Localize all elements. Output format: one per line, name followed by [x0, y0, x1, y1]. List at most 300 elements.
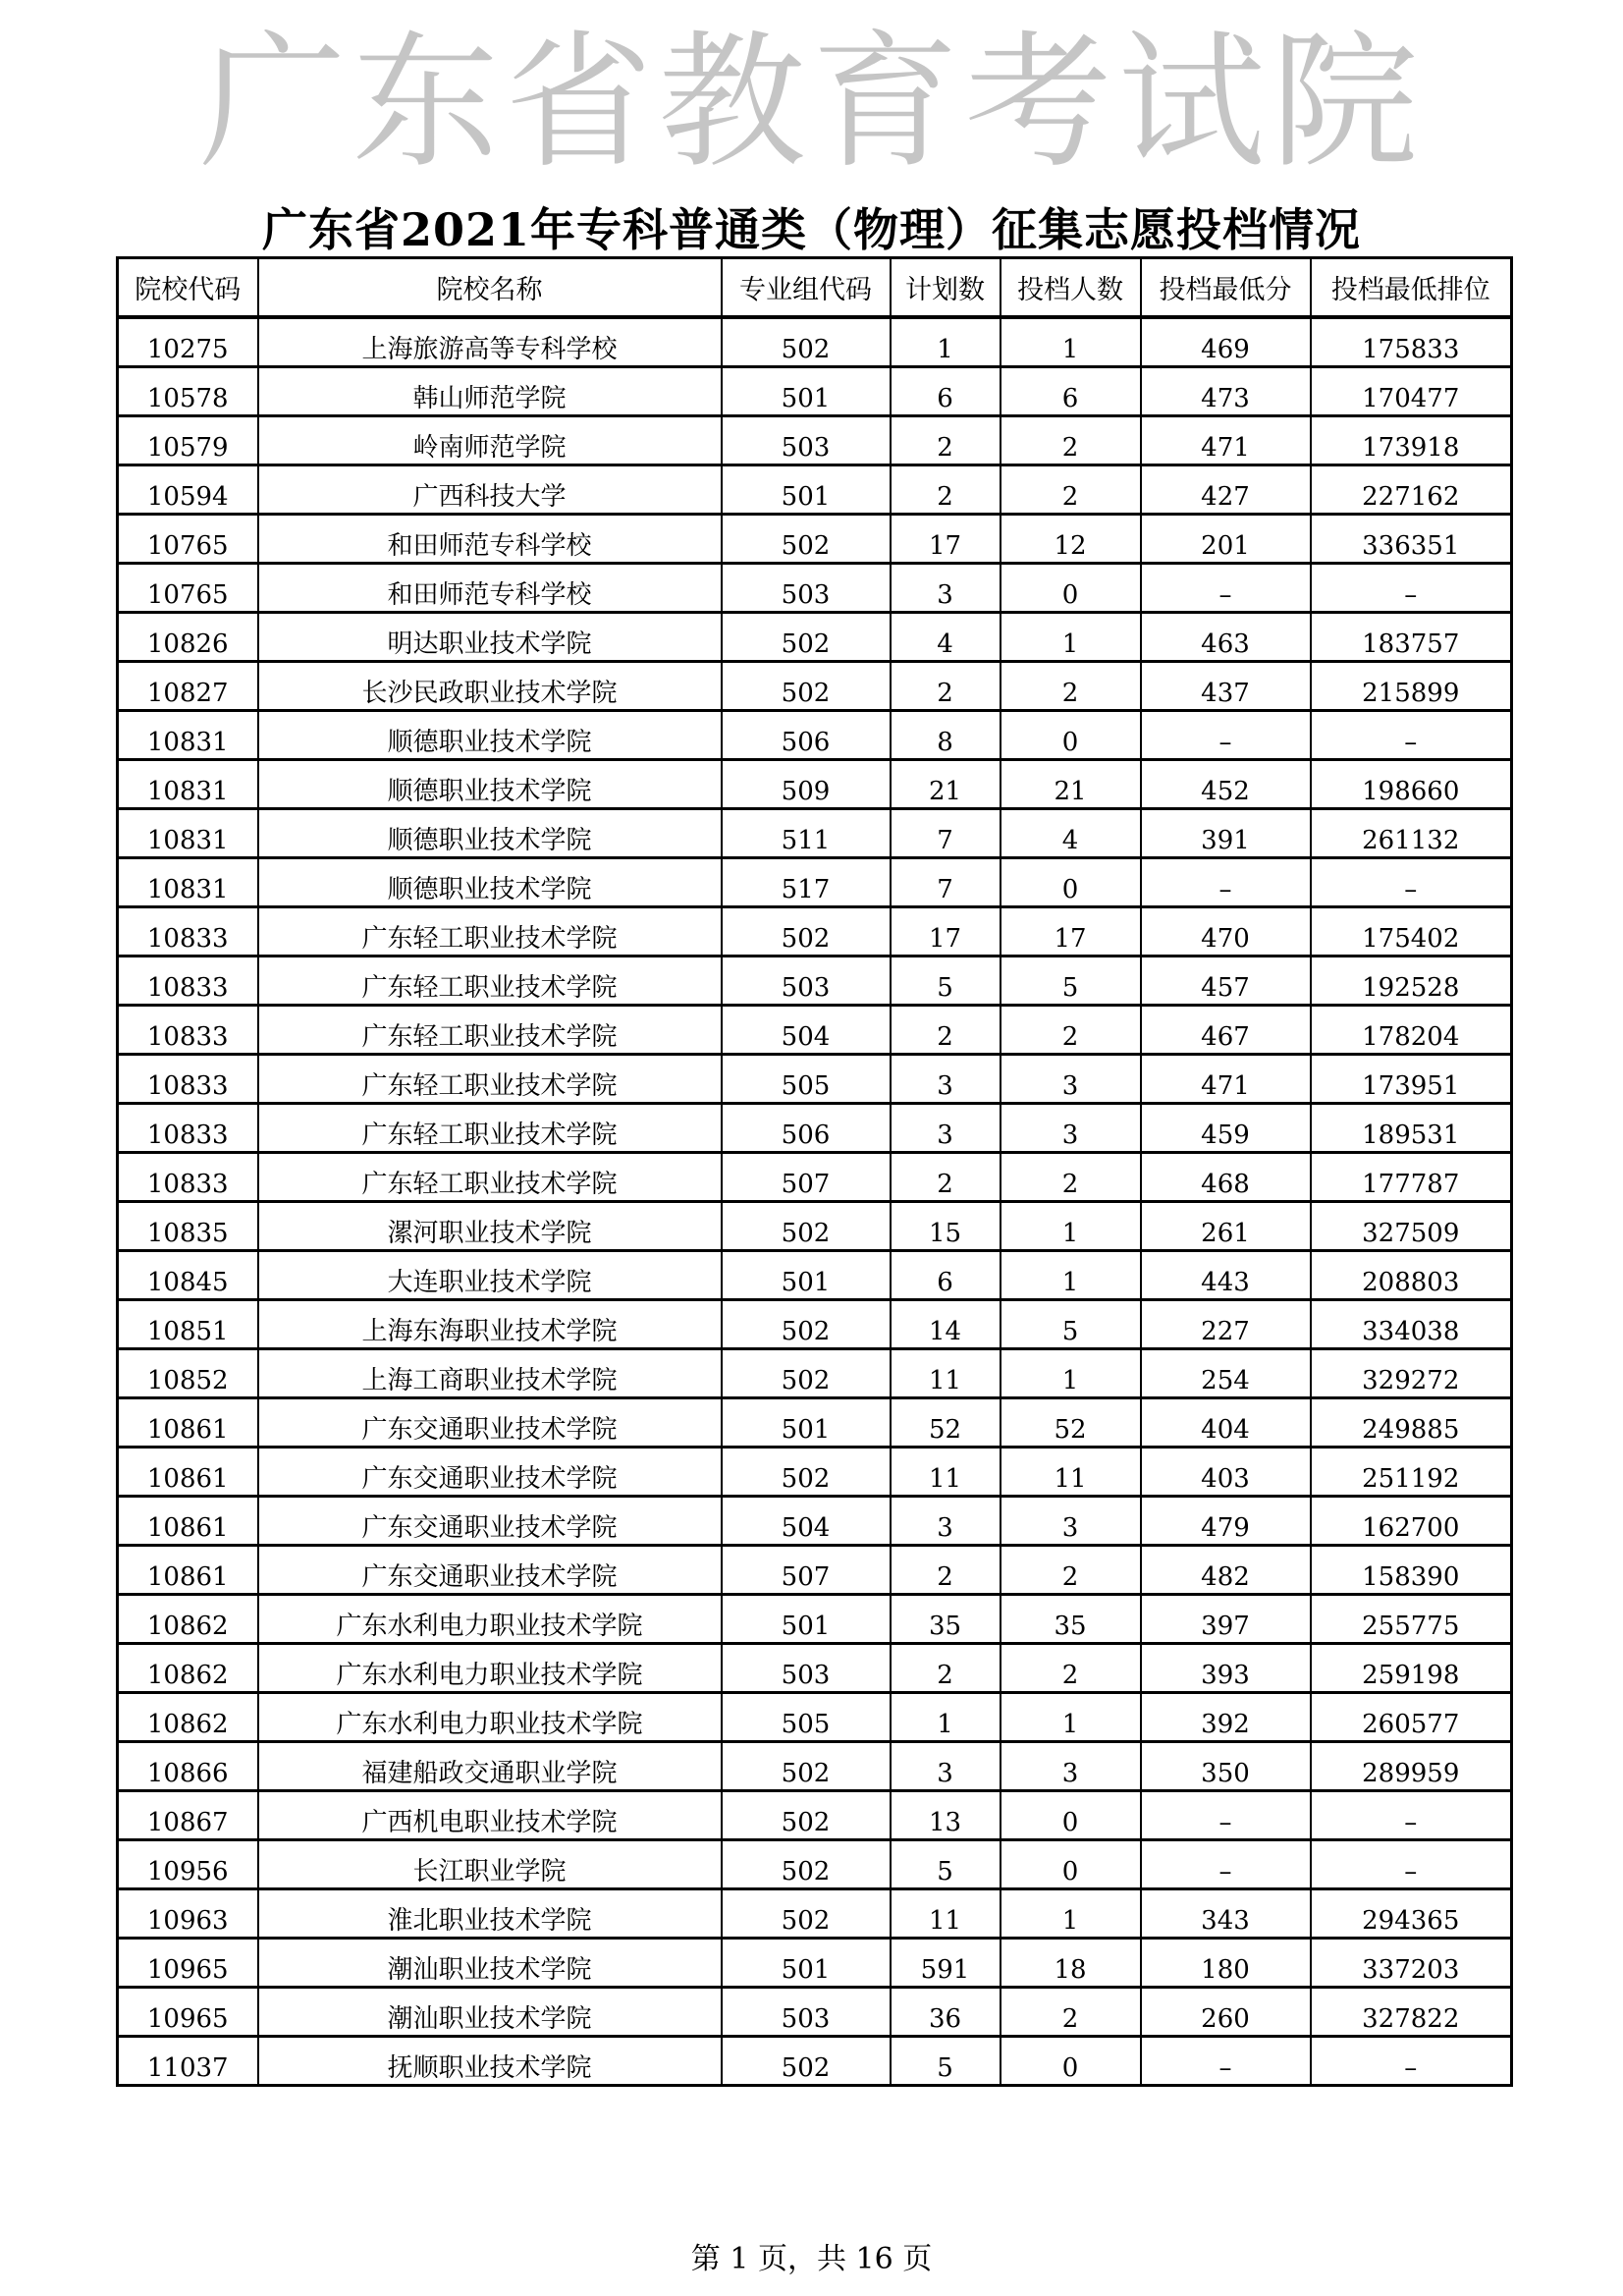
cell-admitted-count: 4 — [1001, 809, 1141, 858]
cell-min-score: 201 — [1141, 515, 1311, 564]
cell-school-name: 淮北职业技术学院 — [258, 1889, 722, 1939]
cell-group-code: 511 — [722, 809, 891, 858]
cell-min-score: 470 — [1141, 907, 1311, 957]
table-row — [118, 1300, 1512, 1349]
cell-min-score: 350 — [1141, 1742, 1311, 1791]
cell-plan-count: 2 — [891, 662, 1001, 711]
cell-group-code: 502 — [722, 1791, 891, 1840]
cell-admitted-count: 2 — [1001, 1006, 1141, 1055]
cell-min-rank: 327509 — [1311, 1202, 1512, 1251]
cell-group-code: 503 — [722, 416, 891, 465]
cell-min-rank: 255775 — [1311, 1595, 1512, 1644]
header-group-code: 专业组代码 — [722, 258, 891, 318]
cell-min-rank: 336351 — [1311, 515, 1512, 564]
cell-min-score: – — [1141, 564, 1311, 613]
cell-school-code: 10963 — [118, 1889, 258, 1939]
table-row — [118, 1644, 1512, 1693]
admission-table — [116, 256, 1513, 2087]
cell-school-name: 广东水利电力职业技术学院 — [258, 1644, 722, 1693]
table-row — [118, 564, 1512, 613]
table-row — [118, 1595, 1512, 1644]
cell-group-code: 502 — [722, 1840, 891, 1889]
cell-plan-count: 6 — [891, 1251, 1001, 1300]
cell-group-code: 501 — [722, 1939, 891, 1988]
cell-min-score: 403 — [1141, 1448, 1311, 1497]
cell-school-code: 10851 — [118, 1300, 258, 1349]
cell-school-name: 潮汕职业技术学院 — [258, 1939, 722, 1988]
cell-min-rank: 189531 — [1311, 1104, 1512, 1153]
cell-min-rank: 170477 — [1311, 367, 1512, 416]
cell-school-code: 10862 — [118, 1595, 258, 1644]
cell-min-rank: 334038 — [1311, 1300, 1512, 1349]
cell-group-code: 502 — [722, 515, 891, 564]
cell-school-name: 广东轻工职业技术学院 — [258, 1153, 722, 1202]
cell-min-score: 463 — [1141, 613, 1311, 662]
cell-school-name: 广东交通职业技术学院 — [258, 1448, 722, 1497]
table-row — [118, 957, 1512, 1006]
cell-plan-count: 11 — [891, 1889, 1001, 1939]
cell-admitted-count: 1 — [1001, 317, 1141, 367]
cell-plan-count: 14 — [891, 1300, 1001, 1349]
cell-min-rank: – — [1311, 1840, 1512, 1889]
header-school-code: 院校代码 — [118, 258, 258, 318]
table-row — [118, 809, 1512, 858]
cell-school-name: 和田师范专科学校 — [258, 564, 722, 613]
cell-min-rank: 173951 — [1311, 1055, 1512, 1104]
cell-school-code: 10831 — [118, 809, 258, 858]
cell-plan-count: 3 — [891, 1497, 1001, 1546]
cell-school-name: 广西机电职业技术学院 — [258, 1791, 722, 1840]
cell-min-rank: 178204 — [1311, 1006, 1512, 1055]
cell-plan-count: 11 — [891, 1448, 1001, 1497]
cell-group-code: 502 — [722, 907, 891, 957]
cell-plan-count: 3 — [891, 1104, 1001, 1153]
cell-school-code: 10867 — [118, 1791, 258, 1840]
cell-plan-count: 2 — [891, 1153, 1001, 1202]
cell-plan-count: 7 — [891, 858, 1001, 907]
cell-school-name: 韩山师范学院 — [258, 367, 722, 416]
cell-admitted-count: 3 — [1001, 1104, 1141, 1153]
cell-plan-count: 3 — [891, 1055, 1001, 1104]
cell-min-score: 471 — [1141, 1055, 1311, 1104]
cell-school-code: 10833 — [118, 1055, 258, 1104]
cell-school-name: 广东水利电力职业技术学院 — [258, 1595, 722, 1644]
cell-group-code: 503 — [722, 957, 891, 1006]
cell-group-code: 501 — [722, 465, 891, 515]
cell-plan-count: 2 — [891, 416, 1001, 465]
cell-admitted-count: 3 — [1001, 1742, 1141, 1791]
cell-school-name: 广西科技大学 — [258, 465, 722, 515]
cell-school-code: 10861 — [118, 1497, 258, 1546]
cell-plan-count: 2 — [891, 1546, 1001, 1595]
cell-school-name: 广东轻工职业技术学院 — [258, 1006, 722, 1055]
cell-min-rank: 249885 — [1311, 1398, 1512, 1448]
cell-admitted-count: 1 — [1001, 1693, 1141, 1742]
cell-admitted-count: 2 — [1001, 1546, 1141, 1595]
cell-admitted-count: 3 — [1001, 1497, 1141, 1546]
cell-school-code: 10765 — [118, 564, 258, 613]
cell-admitted-count: 1 — [1001, 1349, 1141, 1398]
cell-school-code: 10594 — [118, 465, 258, 515]
cell-school-code: 10862 — [118, 1693, 258, 1742]
cell-min-rank: 208803 — [1311, 1251, 1512, 1300]
cell-min-score: 404 — [1141, 1398, 1311, 1448]
cell-admitted-count: 21 — [1001, 760, 1141, 809]
cell-min-rank: 329272 — [1311, 1349, 1512, 1398]
table-row — [118, 1840, 1512, 1889]
cell-plan-count: 2 — [891, 1644, 1001, 1693]
cell-group-code: 501 — [722, 1398, 891, 1448]
cell-school-code: 10833 — [118, 957, 258, 1006]
cell-admitted-count: 1 — [1001, 613, 1141, 662]
cell-school-name: 抚顺职业技术学院 — [258, 2037, 722, 2086]
table-row — [118, 1006, 1512, 1055]
cell-admitted-count: 3 — [1001, 1055, 1141, 1104]
cell-group-code: 502 — [722, 1300, 891, 1349]
cell-min-score: 180 — [1141, 1939, 1311, 1988]
cell-min-rank: 198660 — [1311, 760, 1512, 809]
cell-plan-count: 4 — [891, 613, 1001, 662]
page-footer: 第 1 页，共 16 页 — [690, 2242, 933, 2276]
cell-group-code: 502 — [722, 2037, 891, 2086]
cell-school-name: 顺德职业技术学院 — [258, 858, 722, 907]
cell-min-rank: – — [1311, 711, 1512, 760]
cell-plan-count: 2 — [891, 465, 1001, 515]
cell-school-name: 广东交通职业技术学院 — [258, 1497, 722, 1546]
cell-admitted-count: 0 — [1001, 564, 1141, 613]
watermark: 广东省教育考试院 — [198, 18, 1425, 189]
cell-group-code: 505 — [722, 1055, 891, 1104]
table-row — [118, 515, 1512, 564]
cell-plan-count: 13 — [891, 1791, 1001, 1840]
table-row — [118, 1693, 1512, 1742]
cell-school-name: 大连职业技术学院 — [258, 1251, 722, 1300]
cell-plan-count: 2 — [891, 1006, 1001, 1055]
cell-plan-count: 3 — [891, 1742, 1001, 1791]
cell-school-code: 10852 — [118, 1349, 258, 1398]
cell-min-rank: 177787 — [1311, 1153, 1512, 1202]
cell-group-code: 502 — [722, 1349, 891, 1398]
cell-school-code: 10965 — [118, 1988, 258, 2037]
cell-school-code: 10862 — [118, 1644, 258, 1693]
cell-school-name: 和田师范专科学校 — [258, 515, 722, 564]
cell-admitted-count: 2 — [1001, 416, 1141, 465]
cell-school-code: 10861 — [118, 1546, 258, 1595]
table-row — [118, 613, 1512, 662]
cell-min-score: 482 — [1141, 1546, 1311, 1595]
cell-group-code: 502 — [722, 1742, 891, 1791]
cell-school-name: 上海东海职业技术学院 — [258, 1300, 722, 1349]
cell-school-name: 明达职业技术学院 — [258, 613, 722, 662]
cell-min-score: 437 — [1141, 662, 1311, 711]
table-row — [118, 1939, 1512, 1988]
cell-admitted-count: 5 — [1001, 1300, 1141, 1349]
table-row — [118, 1055, 1512, 1104]
cell-school-code: 10765 — [118, 515, 258, 564]
cell-group-code: 506 — [722, 711, 891, 760]
cell-school-code: 10275 — [118, 317, 258, 367]
cell-admitted-count: 2 — [1001, 465, 1141, 515]
cell-min-rank: 337203 — [1311, 1939, 1512, 1988]
cell-group-code: 504 — [722, 1497, 891, 1546]
cell-min-score: – — [1141, 1791, 1311, 1840]
cell-school-code: 10861 — [118, 1398, 258, 1448]
cell-school-name: 长江职业学院 — [258, 1840, 722, 1889]
table-row — [118, 907, 1512, 957]
table-row — [118, 1742, 1512, 1791]
cell-school-name: 上海工商职业技术学院 — [258, 1349, 722, 1398]
cell-plan-count: 35 — [891, 1595, 1001, 1644]
cell-school-name: 广东轻工职业技术学院 — [258, 1055, 722, 1104]
cell-school-code: 10578 — [118, 367, 258, 416]
cell-admitted-count: 35 — [1001, 1595, 1141, 1644]
cell-min-score: 457 — [1141, 957, 1311, 1006]
cell-min-rank: 158390 — [1311, 1546, 1512, 1595]
cell-school-code: 10827 — [118, 662, 258, 711]
cell-school-code: 10956 — [118, 1840, 258, 1889]
cell-admitted-count: 52 — [1001, 1398, 1141, 1448]
cell-school-code: 10861 — [118, 1448, 258, 1497]
table-row — [118, 760, 1512, 809]
cell-min-score: 227 — [1141, 1300, 1311, 1349]
cell-min-score: 452 — [1141, 760, 1311, 809]
cell-school-name: 广东轻工职业技术学院 — [258, 1104, 722, 1153]
cell-min-score: 393 — [1141, 1644, 1311, 1693]
cell-group-code: 502 — [722, 317, 891, 367]
cell-min-score: – — [1141, 711, 1311, 760]
table-row — [118, 1448, 1512, 1497]
cell-plan-count: 17 — [891, 907, 1001, 957]
cell-group-code: 503 — [722, 1988, 891, 2037]
table-row — [118, 1251, 1512, 1300]
cell-group-code: 502 — [722, 662, 891, 711]
cell-plan-count: 1 — [891, 317, 1001, 367]
table-row — [118, 1791, 1512, 1840]
cell-school-code: 10833 — [118, 1153, 258, 1202]
cell-min-score: 468 — [1141, 1153, 1311, 1202]
cell-min-rank: 175402 — [1311, 907, 1512, 957]
cell-school-name: 广东交通职业技术学院 — [258, 1398, 722, 1448]
cell-min-rank: 260577 — [1311, 1693, 1512, 1742]
cell-plan-count: 1 — [891, 1693, 1001, 1742]
cell-min-score: 471 — [1141, 416, 1311, 465]
header-plan-count: 计划数 — [891, 258, 1001, 318]
cell-admitted-count: 1 — [1001, 1889, 1141, 1939]
cell-min-score: – — [1141, 1840, 1311, 1889]
cell-school-name: 广东水利电力职业技术学院 — [258, 1693, 722, 1742]
cell-min-rank: 289959 — [1311, 1742, 1512, 1791]
header-row — [118, 258, 1512, 318]
cell-school-code: 10835 — [118, 1202, 258, 1251]
cell-school-name: 漯河职业技术学院 — [258, 1202, 722, 1251]
cell-admitted-count: 17 — [1001, 907, 1141, 957]
table-row — [118, 1497, 1512, 1546]
cell-min-rank: 327822 — [1311, 1988, 1512, 2037]
cell-plan-count: 7 — [891, 809, 1001, 858]
document-title: 广东省2021年专科普通类（物理）征集志愿投档情况 — [261, 203, 1362, 256]
cell-school-name: 顺德职业技术学院 — [258, 760, 722, 809]
cell-min-score: 459 — [1141, 1104, 1311, 1153]
cell-group-code: 502 — [722, 1448, 891, 1497]
cell-school-code: 10826 — [118, 613, 258, 662]
table-row — [118, 1988, 1512, 2037]
cell-plan-count: 36 — [891, 1988, 1001, 2037]
table-row — [118, 1104, 1512, 1153]
cell-plan-count: 8 — [891, 711, 1001, 760]
cell-school-code: 11037 — [118, 2037, 258, 2086]
cell-school-code: 10845 — [118, 1251, 258, 1300]
cell-min-rank: 294365 — [1311, 1889, 1512, 1939]
cell-plan-count: 15 — [891, 1202, 1001, 1251]
cell-min-rank: 192528 — [1311, 957, 1512, 1006]
cell-min-rank: 215899 — [1311, 662, 1512, 711]
cell-admitted-count: 2 — [1001, 1153, 1141, 1202]
cell-admitted-count: 0 — [1001, 2037, 1141, 2086]
table-row — [118, 465, 1512, 515]
table-row — [118, 1546, 1512, 1595]
table-row — [118, 1153, 1512, 1202]
cell-school-name: 广东轻工职业技术学院 — [258, 907, 722, 957]
cell-admitted-count: 0 — [1001, 711, 1141, 760]
cell-min-score: 260 — [1141, 1988, 1311, 2037]
cell-school-name: 岭南师范学院 — [258, 416, 722, 465]
table-row — [118, 858, 1512, 907]
cell-school-code: 10831 — [118, 760, 258, 809]
cell-school-name: 福建船政交通职业学院 — [258, 1742, 722, 1791]
cell-group-code: 507 — [722, 1153, 891, 1202]
cell-group-code: 509 — [722, 760, 891, 809]
cell-min-rank: 259198 — [1311, 1644, 1512, 1693]
cell-plan-count: 52 — [891, 1398, 1001, 1448]
cell-min-score: 427 — [1141, 465, 1311, 515]
cell-admitted-count: 0 — [1001, 1840, 1141, 1889]
cell-plan-count: 21 — [891, 760, 1001, 809]
cell-admitted-count: 2 — [1001, 662, 1141, 711]
table-row — [118, 1349, 1512, 1398]
cell-school-code: 10833 — [118, 1104, 258, 1153]
table-row — [118, 662, 1512, 711]
header-min-score: 投档最低分 — [1141, 258, 1311, 318]
cell-admitted-count: 18 — [1001, 1939, 1141, 1988]
cell-plan-count: 5 — [891, 1840, 1001, 1889]
cell-min-score: 392 — [1141, 1693, 1311, 1742]
cell-plan-count: 5 — [891, 2037, 1001, 2086]
cell-min-score: 469 — [1141, 317, 1311, 367]
cell-group-code: 503 — [722, 1644, 891, 1693]
cell-group-code: 504 — [722, 1006, 891, 1055]
cell-admitted-count: 5 — [1001, 957, 1141, 1006]
cell-group-code: 517 — [722, 858, 891, 907]
table-row — [118, 2037, 1512, 2086]
cell-min-score: 254 — [1141, 1349, 1311, 1398]
cell-group-code: 501 — [722, 1251, 891, 1300]
cell-school-name: 顺德职业技术学院 — [258, 711, 722, 760]
cell-min-score: – — [1141, 2037, 1311, 2086]
cell-min-rank: – — [1311, 858, 1512, 907]
cell-school-name: 长沙民政职业技术学院 — [258, 662, 722, 711]
header-min-rank: 投档最低排位 — [1311, 258, 1512, 318]
cell-min-score: – — [1141, 858, 1311, 907]
cell-min-rank: – — [1311, 2037, 1512, 2086]
cell-school-code: 10833 — [118, 1006, 258, 1055]
cell-min-score: 473 — [1141, 367, 1311, 416]
table-row — [118, 317, 1512, 367]
cell-min-score: 397 — [1141, 1595, 1311, 1644]
cell-school-name: 广东交通职业技术学院 — [258, 1546, 722, 1595]
cell-min-score: 261 — [1141, 1202, 1311, 1251]
cell-school-name: 上海旅游高等专科学校 — [258, 317, 722, 367]
cell-min-score: 467 — [1141, 1006, 1311, 1055]
cell-plan-count: 6 — [891, 367, 1001, 416]
cell-min-rank: 227162 — [1311, 465, 1512, 515]
cell-school-code: 10831 — [118, 711, 258, 760]
cell-min-score: 479 — [1141, 1497, 1311, 1546]
cell-admitted-count: 2 — [1001, 1988, 1141, 2037]
cell-school-name: 潮汕职业技术学院 — [258, 1988, 722, 2037]
table-row — [118, 1202, 1512, 1251]
cell-group-code: 501 — [722, 1595, 891, 1644]
cell-group-code: 505 — [722, 1693, 891, 1742]
cell-min-score: 343 — [1141, 1889, 1311, 1939]
cell-admitted-count: 11 — [1001, 1448, 1141, 1497]
cell-group-code: 501 — [722, 367, 891, 416]
cell-min-rank: 173918 — [1311, 416, 1512, 465]
table-row — [118, 1889, 1512, 1939]
header-school-name: 院校名称 — [258, 258, 722, 318]
table-row — [118, 416, 1512, 465]
cell-group-code: 507 — [722, 1546, 891, 1595]
cell-group-code: 502 — [722, 1202, 891, 1251]
cell-plan-count: 5 — [891, 957, 1001, 1006]
cell-min-rank: – — [1311, 564, 1512, 613]
table-row — [118, 711, 1512, 760]
cell-min-rank: 183757 — [1311, 613, 1512, 662]
cell-min-rank: 162700 — [1311, 1497, 1512, 1546]
cell-school-code: 10831 — [118, 858, 258, 907]
cell-plan-count: 3 — [891, 564, 1001, 613]
cell-admitted-count: 0 — [1001, 1791, 1141, 1840]
cell-min-rank: 261132 — [1311, 809, 1512, 858]
cell-school-code: 10833 — [118, 907, 258, 957]
cell-school-name: 顺德职业技术学院 — [258, 809, 722, 858]
cell-school-code: 10579 — [118, 416, 258, 465]
table-body — [118, 317, 1512, 2086]
cell-school-code: 10866 — [118, 1742, 258, 1791]
cell-group-code: 502 — [722, 613, 891, 662]
cell-school-code: 10965 — [118, 1939, 258, 1988]
cell-min-rank: – — [1311, 1791, 1512, 1840]
cell-school-name: 广东轻工职业技术学院 — [258, 957, 722, 1006]
cell-min-rank: 251192 — [1311, 1448, 1512, 1497]
cell-plan-count: 17 — [891, 515, 1001, 564]
cell-group-code: 502 — [722, 1889, 891, 1939]
cell-admitted-count: 2 — [1001, 1644, 1141, 1693]
cell-admitted-count: 12 — [1001, 515, 1141, 564]
cell-admitted-count: 1 — [1001, 1202, 1141, 1251]
cell-min-score: 391 — [1141, 809, 1311, 858]
table-row — [118, 1398, 1512, 1448]
cell-plan-count: 11 — [891, 1349, 1001, 1398]
cell-admitted-count: 1 — [1001, 1251, 1141, 1300]
cell-min-rank: 175833 — [1311, 317, 1512, 367]
header-admitted-count: 投档人数 — [1001, 258, 1141, 318]
cell-group-code: 503 — [722, 564, 891, 613]
table-row — [118, 367, 1512, 416]
cell-admitted-count: 0 — [1001, 858, 1141, 907]
cell-admitted-count: 6 — [1001, 367, 1141, 416]
cell-plan-count: 591 — [891, 1939, 1001, 1988]
cell-group-code: 506 — [722, 1104, 891, 1153]
